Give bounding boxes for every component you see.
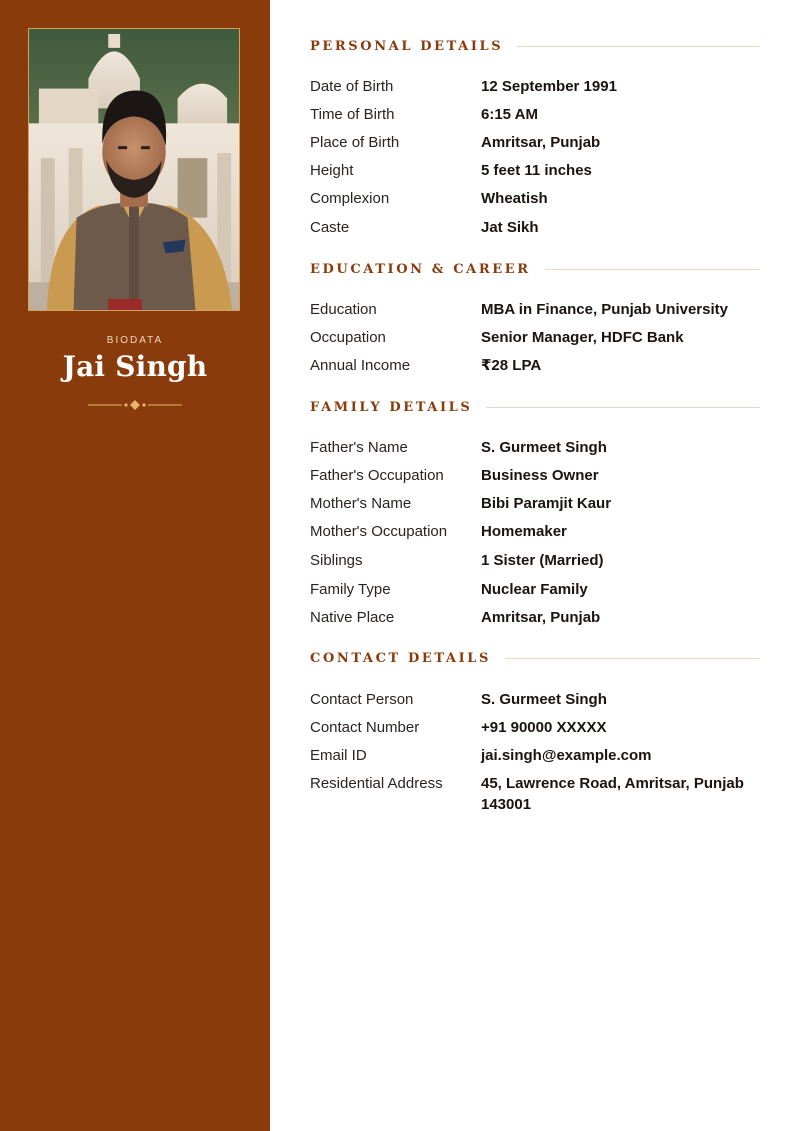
detail-value: 45, Lawrence Road, Amritsar, Punjab 143001 <box>481 775 744 813</box>
detail-value: ₹28 LPA <box>481 357 542 374</box>
section-personal-details <box>310 36 760 56</box>
section-divider <box>545 269 760 270</box>
detail-value: 1 Sister (Married) <box>481 552 604 569</box>
detail-value: S. Gurmeet Singh <box>481 439 607 456</box>
section-title: FAMILY DETAILS <box>310 399 473 415</box>
section-family-details <box>310 397 760 417</box>
detail-label: Occupation <box>310 329 386 346</box>
detail-value: Homemaker <box>481 523 567 540</box>
detail-value: Nuclear Family <box>481 581 588 598</box>
profile-name: Jai Singh <box>62 350 208 383</box>
detail-label: Place of Birth <box>310 134 400 151</box>
section-education-career <box>310 259 760 279</box>
detail-value: Bibi Paramjit Kaur <box>481 495 612 512</box>
portrait-image <box>29 29 239 310</box>
detail-label: Mother's Name <box>310 495 412 512</box>
detail-label: Native Place <box>310 609 395 626</box>
section-title: PERSONAL DETAILS <box>310 38 504 54</box>
detail-label: Contact Number <box>310 719 420 736</box>
detail-value: jai.singh@example.com <box>481 747 652 764</box>
detail-label: Time of Birth <box>310 106 395 123</box>
detail-value: 12 September 1991 <box>481 78 617 95</box>
detail-value: 6:15 AM <box>481 106 538 123</box>
biodata-label: BIODATA <box>106 335 164 346</box>
detail-label: Annual Income <box>310 357 411 374</box>
detail-value: Business Owner <box>481 467 599 484</box>
detail-label: Height <box>310 162 354 179</box>
detail-label: Father's Occupation <box>310 467 444 484</box>
detail-value: +91 90000 XXXXX <box>481 719 607 736</box>
detail-value: MBA in Finance, Punjab University <box>481 301 728 318</box>
detail-value: Wheatish <box>481 190 548 207</box>
detail-value: Amritsar, Punjab <box>481 609 601 626</box>
detail-label: Siblings <box>310 552 363 569</box>
detail-value: S. Gurmeet Singh <box>481 691 607 708</box>
section-divider <box>505 658 760 659</box>
detail-label: Date of Birth <box>310 78 394 95</box>
detail-label: Contact Person <box>310 691 414 708</box>
detail-label: Caste <box>310 219 350 236</box>
section-divider <box>517 46 760 47</box>
detail-label: Family Type <box>310 581 391 598</box>
ornament-divider-icon <box>88 398 182 412</box>
detail-label: Residential Address <box>310 775 443 792</box>
detail-value: 5 feet 11 inches <box>481 162 592 179</box>
sidebar <box>0 0 270 1131</box>
detail-label: Email ID <box>310 747 367 764</box>
section-divider <box>486 407 760 408</box>
detail-value: Amritsar, Punjab <box>481 134 601 151</box>
section-contact-details <box>310 648 760 668</box>
section-title: CONTACT DETAILS <box>310 650 491 666</box>
detail-value: Senior Manager, HDFC Bank <box>481 329 684 346</box>
detail-label: Complexion <box>310 190 390 207</box>
detail-label: Father's Name <box>310 439 408 456</box>
profile-photo <box>28 28 240 311</box>
detail-label: Mother's Occupation <box>310 523 448 540</box>
section-title: EDUCATION & CAREER <box>310 261 531 277</box>
detail-label: Education <box>310 301 377 318</box>
detail-value: Jat Sikh <box>481 219 539 236</box>
